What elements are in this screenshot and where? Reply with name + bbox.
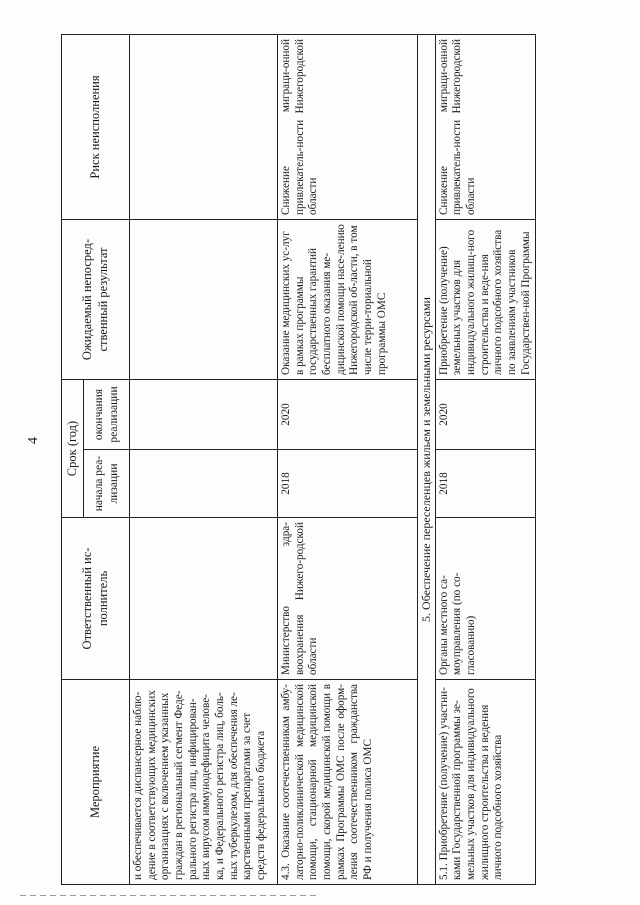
section-row [418, 35, 436, 885]
section-title: 5. Обеспечение переселенцев жильем и земельными ресурсами [418, 35, 436, 885]
measures-table [61, 34, 536, 885]
cell-measure: 5.1. Приобретение (получение) участни-ками Государственной программы зе-мельных участков для индивидуального жилищного строительства и ведения личного подсобного хозяйства [435, 680, 536, 885]
cell-risk: Снижение миграци-онной привлекатель-ности Нижегородской области [278, 35, 418, 220]
table-row [278, 35, 418, 885]
header-term-end: окончания реализации [84, 380, 130, 450]
cell-result [130, 220, 278, 380]
header-responsible: Ответственный ис-полнитель [62, 518, 130, 680]
cell-risk [130, 35, 278, 220]
cell-measure: и обеспечивается диспансерное наблю-дение в соответствующих медицинских организациях с включением указанных граждан в региональный сегмент Феде-рального регистра лиц, инфицирован-ных вирусом иммунодефицита челове-ка, и Федерального регистра лиц, боль-ных туберкулезом, для обеспечения ле-карственными препаратами за счет средств федерального бюджета [130, 680, 278, 885]
cell-measure: 4.3. Оказание соотечественникам амбу-латорно-поликлинической медицинской помощи, стационарной медицинской помощи, скорой медицинской помощи в рамках Программы ОМС после оформ-ления соотечественником гражданства РФ и получения полиса ОМС [278, 680, 418, 885]
table-header-row [62, 35, 84, 885]
table-row [435, 35, 536, 885]
cell-risk: Снижение миграци-онной привлекатель-ности Нижегородской области [435, 35, 536, 220]
cell-result: Приобретение (получение) земельных участков для индивидуального жилищ-ного строительства и веде-ния личного подсобного хозяйства по заявлениям участников Государствен-ной Программы [435, 220, 536, 380]
cell-start: 2018 [435, 450, 536, 518]
cell-end [130, 380, 278, 450]
scan-artifact-line [20, 895, 320, 896]
cell-start [130, 450, 278, 518]
cell-responsible: Министерство здра-воохранения Нижего-родской области [278, 518, 418, 680]
cell-end: 2020 [435, 380, 536, 450]
cell-responsible [130, 518, 278, 680]
cell-start: 2018 [278, 450, 418, 518]
cell-result: Оказание медицинских ус-луг в рамках программы государственных гарантий бесплатного оказания ме-дицинской помощи насе-лению Нижегородской об-ласти, в том числе терри-ториальной программы ОМС [278, 220, 418, 380]
header-risk: Риск неисполнения [62, 35, 130, 220]
header-term: Срок (год) [62, 380, 84, 518]
cell-responsible: Органы местного са-моуправления (по со-гласованию) [435, 518, 536, 680]
header-term-start: начала реа-лизации [84, 450, 130, 518]
header-result: Ожидаемый непосред-ственный результат [62, 220, 130, 380]
measures-table-wrapper [61, 35, 532, 885]
header-measure: Мероприятие [62, 680, 130, 885]
page-number: 4 [26, 437, 41, 444]
cell-end: 2020 [278, 380, 418, 450]
table-row [130, 35, 278, 885]
